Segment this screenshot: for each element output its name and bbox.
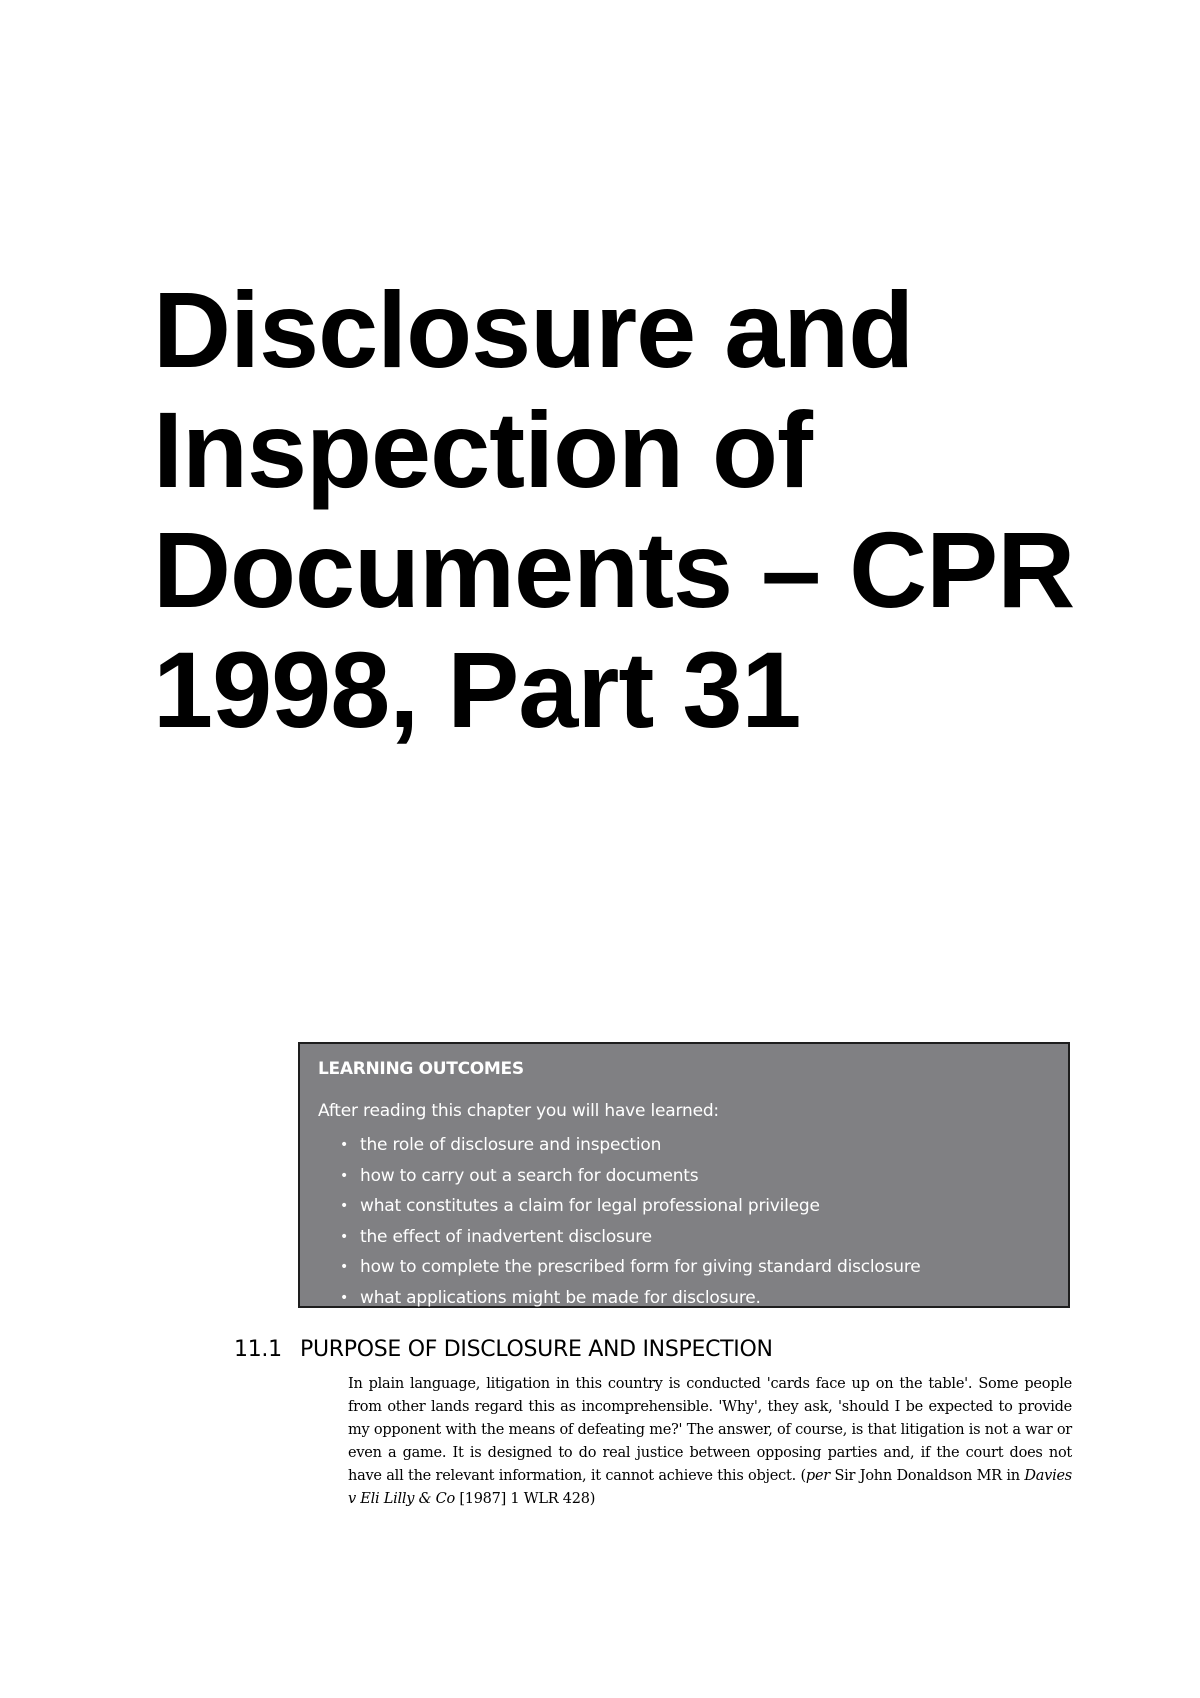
bullet-icon: • — [340, 1259, 349, 1275]
bullet-icon: • — [340, 1228, 349, 1245]
chapter-title-line: Inspection of — [153, 389, 812, 510]
chapter-title-line: Documents – CPR — [153, 509, 1075, 630]
list-item-text: the effect of inadvertent disclosure — [360, 1226, 652, 1247]
list-item — [340, 1130, 1068, 1161]
learning-outcomes-box — [298, 1042, 1070, 1308]
section-title: PURPOSE OF DISCLOSURE AND INSPECTION — [300, 1337, 773, 1362]
block-quote — [348, 1373, 1072, 1511]
list-item — [340, 1191, 1068, 1222]
citation-case: Davies v Eli Lilly & Co — [348, 1468, 1072, 1507]
section-heading — [234, 1335, 773, 1365]
list-item-text: what constitutes a claim for legal professional privilege — [360, 1196, 820, 1216]
citation-reference: [1987] 1 WLR 428) — [459, 1491, 596, 1507]
learning-outcomes-heading: LEARNING OUTCOMES — [318, 1059, 524, 1079]
bullet-icon: • — [340, 1289, 349, 1306]
bullet-icon: • — [340, 1167, 349, 1184]
citation-per: per — [805, 1468, 830, 1484]
chapter-title — [153, 270, 1153, 750]
list-item — [340, 1283, 1068, 1314]
citation-judge: Sir John Donaldson MR in — [829, 1468, 1025, 1484]
list-item-text: the role of disclosure and inspection — [360, 1135, 662, 1155]
list-item-text: what applications might be made for disclosure. — [360, 1287, 761, 1308]
chapter-title-line: 1998, Part 31 — [153, 629, 801, 750]
list-item-text: how to carry out a search for documents — [360, 1165, 699, 1186]
chapter-title-line: Disclosure and — [153, 269, 914, 390]
learning-outcomes-list — [318, 1130, 1068, 1313]
bullet-icon: • — [340, 1137, 349, 1153]
quote-text: In plain language, litigation in this country is conducted 'cards face up on the table'. Some people from other lands regard this as incomprehensible. 'Why', they ask, 'should I be expected to provide my opponent with the means of defeating me?' The answer, of course, is that litigation is not a war or even a game. It is designed to do real justice between opposing parties and, if the court does not have all the relevant information, it cannot achieve this object. — [348, 1376, 1072, 1484]
section-number: 11.1 — [234, 1337, 282, 1362]
list-item-text: how to complete the prescribed form for giving standard disclosure — [360, 1257, 921, 1277]
list-item — [340, 1161, 1068, 1192]
citation-prefix: ( — [800, 1468, 806, 1484]
list-item — [340, 1222, 1068, 1253]
bullet-icon: • — [340, 1198, 349, 1214]
learning-outcomes-intro: After reading this chapter you will have learned: — [318, 1101, 719, 1121]
list-item — [340, 1252, 1068, 1283]
